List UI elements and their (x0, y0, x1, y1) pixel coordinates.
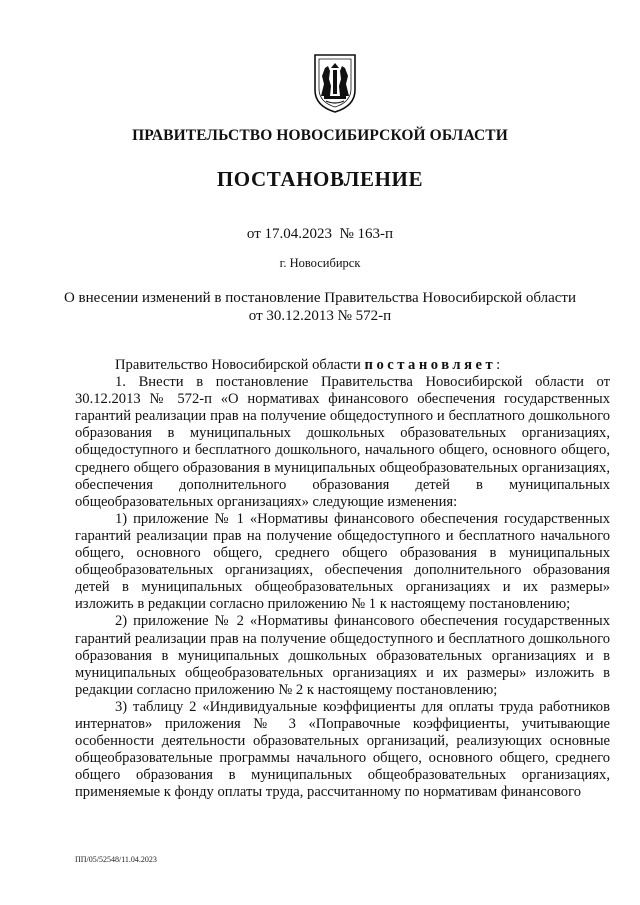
subject-line-1: О внесении изменений в постановление Правительства Новосибирской области (63, 290, 577, 306)
paragraph-subitem-2: 2) приложение № 2 «Нормативы финансового обеспечения государственных гарантий реализации прав на получение общедоступного и бесплатного дошкольного образования в муниципальных дошкольных образовательных организациях и в муниципальных общеобразовательных организациях и их размеры» изложить в редакции согласно приложению № 2 к настоящему постановлению; (75, 613, 610, 698)
paragraph-subitem-1: 1) приложение № 1 «Нормативы финансового обеспечения государственных гарантий реализации прав на получение общедоступного и бесплатного начального общего, основного общего, среднего общего образования в муниципальных общеобразовательных организациях, обеспечения дополнительного образования детей в муниципальных общеобразовательных организациях и их размеры» изложить в редакции согласно приложению № 1 к настоящему постановлению; (75, 510, 610, 613)
preamble-verb: постановляет (364, 357, 497, 373)
document-code-footer: ПП/05/52548/11.04.2023 (75, 855, 157, 864)
government-title: ПРАВИТЕЛЬСТВО НОВОСИБИРСКОЙ ОБЛАСТИ (132, 127, 508, 144)
paragraph-subitem-3: 3) таблицу 2 «Индивидуальные коэффициенты для оплаты труда работников интернатов» приложения № 3 «Поправочные коэффициенты, учитывающие особенности деятельности образовательных организаций, реализующих основные общеобразовательные программы начального общего, основного общего, среднего общего образования в муниципальных общеобразовательных организациях, применяемые к фонду оплаты труда, рассчитанному по нормативам финансового (75, 698, 610, 801)
preamble-end: : (496, 357, 501, 373)
preamble-text: Правительство Новосибирской области (115, 357, 365, 373)
preamble (75, 357, 610, 374)
subject-line-2: от 30.12.2013 № 572-п (248, 308, 392, 324)
city-name: г. Новосибирск (279, 256, 361, 270)
document-type-heading: ПОСТАНОВЛЕНИЕ (216, 167, 424, 191)
coat-of-arms-emblem (312, 52, 358, 114)
paragraph-item-1: 1. Внести в постановление Правительства Новосибирской области от 30.12.2013 № 572-п «О нормативах финансового обеспечения государственных гарантий реализации прав на получение общедоступного и бесплатного дошкольного образования в муниципальных дошкольных образовательных организациях, общедоступного и бесплатного дошкольного, начального общего, основного общего, среднего общего образования в муниципальных общеобразовательных организациях, обеспечения дополнительного образования детей в муниципальных общеобразовательных организациях» следующие изменения: (75, 374, 610, 510)
document-subject (60, 289, 580, 325)
date-and-number: от 17.04.2023 № 163-п (246, 226, 394, 242)
document-body (75, 357, 610, 801)
